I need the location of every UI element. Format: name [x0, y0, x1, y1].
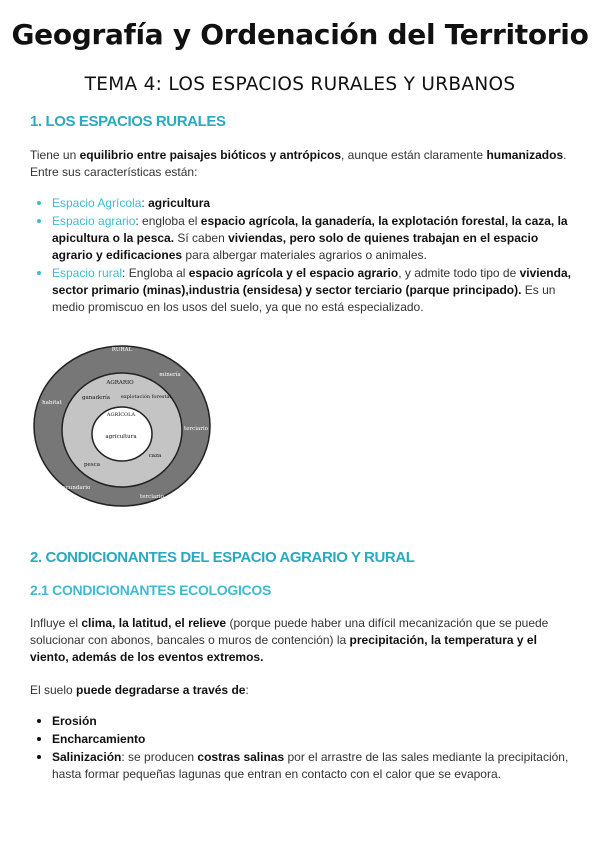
section-2-1-heading: 2.1 CONDICIONANTES ECOLOGICOS	[30, 582, 271, 598]
diagram-label-terciario-right: terciario	[184, 426, 208, 432]
diagram-label-pesca: pesca	[84, 462, 100, 468]
diagram-label-mineria: minería	[159, 372, 181, 378]
list-item-salinizacion: • Salinización: se producen costras salinas por el arrastre de las sales mediante la precipitación, hasta formar pequeñas lagunas que entran en contacto con el calor que se evapora.	[52, 748, 572, 783]
soil-degradation-list	[30, 712, 572, 783]
section-2-heading: 2. CONDICIONANTES DEL ESPACIO AGRARIO Y RURAL	[30, 549, 415, 566]
diagram-label-ganaderia: ganadería	[81, 395, 111, 401]
section-2-1-paragraph: Influye el clima, la latitud, el relieve (porque puede haber una difícil mecanización que se puede solucionar con abonos, bancales o muros de contención) la precipitación, la temperatura y el viento, además de los eventos extremos.	[30, 616, 549, 664]
list-item-espacio-agrario: • Espacio agrario: engloba el espacio agrícola, la ganadería, la explotación forestal, la caza, la apicultura o la pesca. Sí caben viviendas, pero solo de quienes trabajan en el espacio agrario y edificaciones para albergar materiales agrarios o animales.	[52, 212, 572, 264]
diagram-label-habitat: habitat	[42, 400, 62, 406]
soil-degradation-intro: El suelo puede degradarse a través de:	[30, 683, 249, 697]
document-subtitle: TEMA 4: LOS ESPACIOS RURALES Y URBANOS	[84, 74, 516, 95]
list-item-encharcamiento: • Encharcamiento	[52, 730, 572, 748]
document-title: Geografía y Ordenación del Territorio	[11, 18, 589, 51]
section-1-intro: Tiene un equilibrio entre paisajes bióticos y antrópicos, aunque están claramente humanizados. Entre sus características están:	[30, 148, 567, 179]
diagram-label-terciario-bottom: terciario	[140, 494, 164, 500]
list-item-espacio-rural: • Espacio rural: Engloba al espacio agrícola y el espacio agrario, y admite todo tipo de vivienda, sector primario (minas),industria (ensidesa) y sector terciario (parque principado). Es un medio promiscuo en los usos del suelo, ya que no está especializado.	[52, 264, 572, 316]
list-item-espacio-agricola: • Espacio Agrícola: agricultura	[52, 194, 572, 212]
diagram-label-secundario: secundario	[59, 485, 91, 491]
diagram-label-caza: caza	[148, 453, 162, 459]
diagram-label-agricultura: agricultura	[105, 434, 137, 440]
diagram-label-agrario: AGRARIO	[106, 380, 134, 386]
diagram-label-agricola: AGRÍCOLA	[106, 412, 136, 418]
section-1-heading: 1. LOS ESPACIOS RURALES	[30, 113, 226, 130]
diagram-label-rural: RURAL	[111, 347, 133, 353]
rural-characteristics-list	[30, 194, 572, 316]
diagram-label-explotacion-forestal: explotación forestal	[120, 394, 172, 400]
list-item-erosion: • Erosión	[52, 712, 572, 730]
rural-spaces-diagram	[30, 338, 214, 510]
